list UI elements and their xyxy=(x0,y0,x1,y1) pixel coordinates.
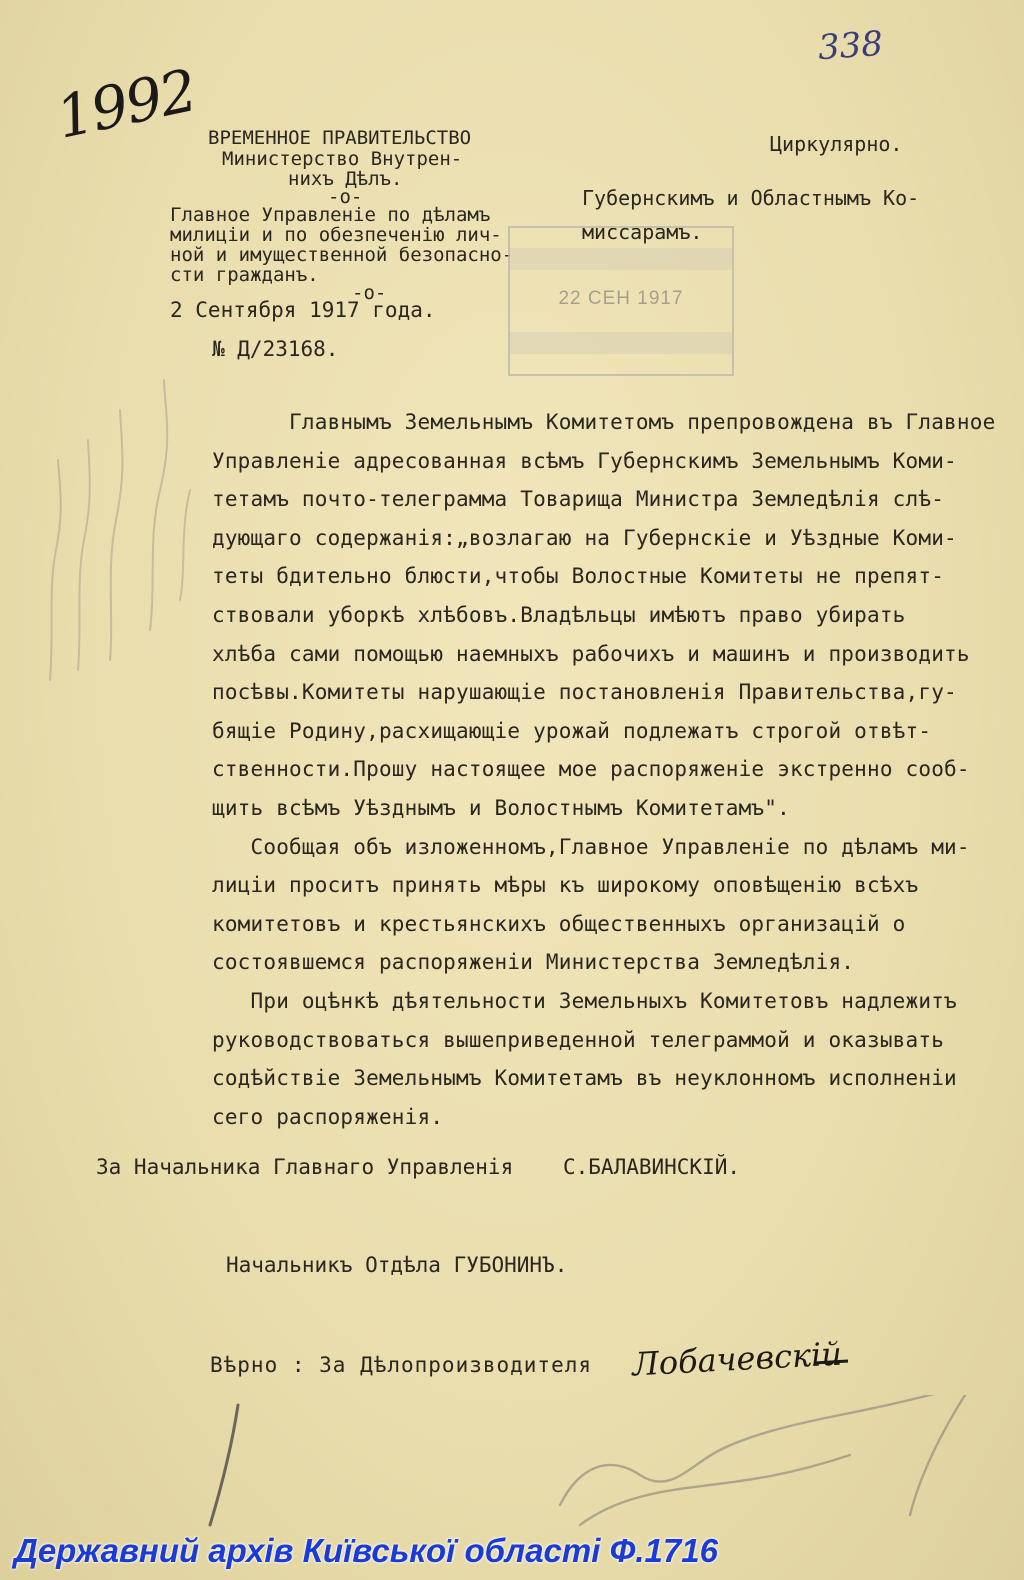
body-line: тетамъ почто-телеграмма Товарища Министра Земледѣлія слѣ- xyxy=(212,487,945,512)
document-number: № Д/23168. xyxy=(212,337,339,361)
document-date: 2 Сентября 1917 года. xyxy=(170,298,436,322)
department-name-line3: ной и имущественной безопасно- xyxy=(170,244,514,266)
body-line: посѣвы.Комитеты нарушающіе постановленія Правительства,гу- xyxy=(212,680,957,705)
body-line: лиціи проситъ принять мѣры къ широкому оповѣщенію всѣхъ xyxy=(212,873,919,898)
for-chief-name: С.БАЛАВИНСКІЙ. xyxy=(563,1155,741,1179)
bottom-pencil-annotation xyxy=(150,1395,1000,1535)
for-chief-title: За Начальника Главнаго Управленія xyxy=(96,1155,514,1179)
body-line: Сообщая объ изложенномъ,Главное Управленіе по дѣламъ ми- xyxy=(212,834,970,859)
body-line: ственности.Прошу настоящее мое распоряженіе экстренно сооб- xyxy=(212,757,970,782)
body-line: состоявшемся распоряженіи Министерства Земледѣлія. xyxy=(212,950,855,975)
folio-number-handwritten: 338 xyxy=(816,23,885,69)
department-chief-signature: Начальникъ Отдѣла ГУБОНИНЪ. xyxy=(226,1253,568,1277)
department-name-line1: Главное Управленіе по дѣламъ xyxy=(170,204,491,226)
body-line: Управленіе адресованная всѣмъ Губернскимъ Земельнымъ Коми- xyxy=(212,448,957,473)
clerk-handwritten-signature: Лобачевскій xyxy=(631,1334,843,1384)
government-name: ВРЕМЕННОЕ ПРАВИТЕЛЬСТВО xyxy=(208,127,472,149)
body-line: При оцѣнкѣ дѣятельности Земельныхъ Комитетовъ надлежитъ xyxy=(212,988,957,1013)
stamp-bottom-band xyxy=(510,332,732,354)
stamp-date: 22 СЕН 1917 xyxy=(558,288,684,309)
body-line: дующаго содержанія:„возлагаю на Губернскіе и Уѣздные Коми- xyxy=(212,525,957,550)
department-name-line4: сти гражданъ. xyxy=(170,264,319,286)
archive-watermark: Державний архів Київської області Ф.1716 xyxy=(14,1532,718,1569)
header-separator-2: -о- xyxy=(352,282,387,304)
circular-label: Циркулярно. xyxy=(770,132,903,156)
header-separator: -о- xyxy=(328,186,363,208)
addressee-line1: Губернскимъ и Областнымъ Ко- xyxy=(582,186,920,210)
signature-underline-stroke xyxy=(812,1355,852,1369)
stamp-top-band xyxy=(510,248,732,270)
body-line: Главнымъ Земельнымъ Комитетомъ препровождена въ Главное xyxy=(212,410,996,434)
body-line: теты бдительно блюсти,чтобы Волостные Комитеты не препят- xyxy=(212,564,945,589)
addressee-line2: миссарамъ. xyxy=(582,220,703,244)
ministry-name-line2: нихъ Дѣлъ. xyxy=(288,168,403,190)
body-line: содѣйствіе Земельнымъ Комитетамъ въ неуклонномъ исполненіи xyxy=(212,1066,957,1091)
department-name-line2: милиціи и по обезпеченію лич- xyxy=(170,224,502,246)
letter-body xyxy=(212,403,1002,1136)
body-line: сего распоряженія. xyxy=(212,1104,444,1129)
pencil-marginal-notes xyxy=(30,370,220,710)
body-line: щить всѣмъ Уѣзднымъ и Волостнымъ Комитетамъ". xyxy=(212,795,790,820)
verified-line: Вѣрно : За Дѣлопроизводителя xyxy=(210,1353,593,1377)
body-line: руководствоваться вышеприведенной телеграммой и оказывать xyxy=(212,1027,945,1052)
body-line: ствовали уборкѣ хлѣбовъ.Владѣльцы имѣютъ право убирать xyxy=(212,602,906,627)
body-line: комитетовъ и крестьянскихъ общественныхъ организацій о xyxy=(212,911,906,936)
archive-number-handwritten: 1992 xyxy=(50,56,202,152)
body-line: хлѣба сами помощью наемныхъ рабочихъ и машинъ и производить xyxy=(212,641,970,666)
receipt-stamp xyxy=(508,226,734,376)
ministry-name-line1: Министерство Внутрен- xyxy=(222,148,463,170)
body-line: бящіе Родину,расхищающіе урожай подлежатъ строгой отвѣт- xyxy=(212,718,932,743)
